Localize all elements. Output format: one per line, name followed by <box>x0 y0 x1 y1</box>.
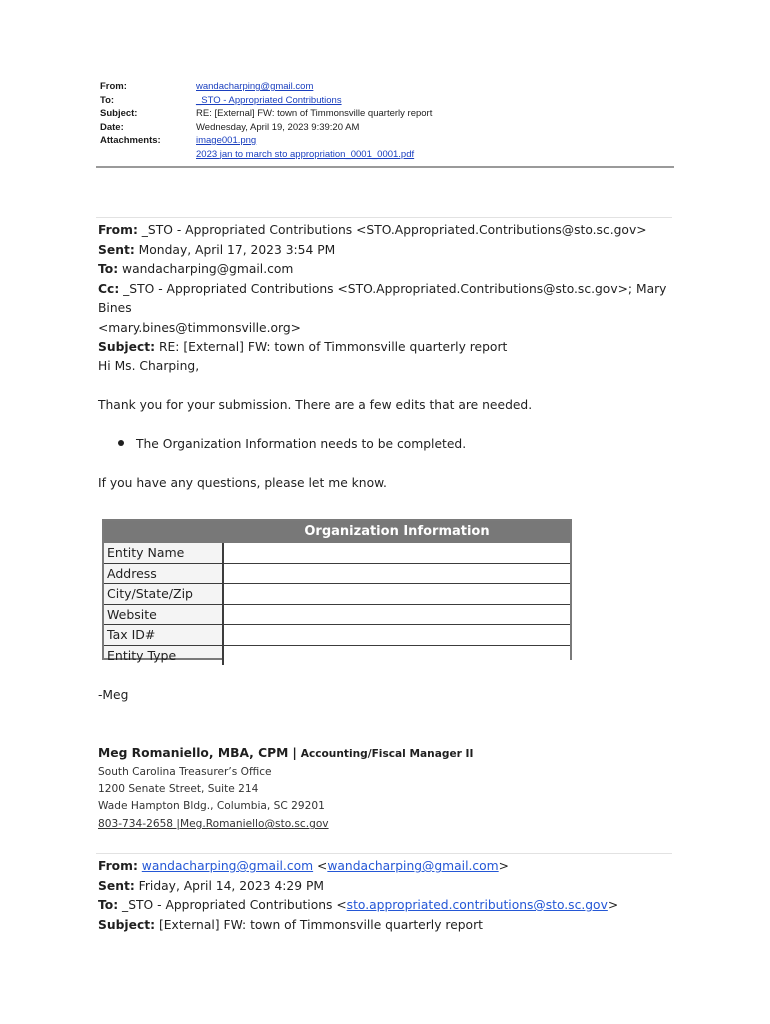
signature-name-line <box>98 744 678 765</box>
header-date-label: Date: <box>100 121 124 133</box>
signature-role: Accounting/Fiscal Manager II <box>300 748 474 760</box>
header-from-link[interactable]: wandacharping@gmail.com <box>196 81 314 92</box>
attachment-image-link[interactable]: image001.png <box>196 135 257 146</box>
org-row-label: Entity Name <box>107 545 185 560</box>
reply-to-label: To: <box>98 262 119 276</box>
original-from-close: > <box>498 859 509 873</box>
body-paragraph-1: Thank you for your submission. There are a few edits that are needed. <box>98 398 533 412</box>
org-row-cell <box>222 625 570 645</box>
header-subject-row <box>100 107 432 121</box>
signature-name: Meg Romaniello, MBA, CPM <box>98 746 289 760</box>
org-row-cell <box>222 605 570 625</box>
org-row-tax-id <box>104 624 570 645</box>
original-subject-label: Subject: <box>98 917 156 932</box>
signature-contact-link[interactable]: 803-734-2658 |Meg.Romaniello@sto.sc.gov <box>98 818 329 830</box>
closing: -Meg <box>98 688 129 702</box>
org-table-title: Organization Information <box>104 521 570 543</box>
org-row-cell <box>222 564 570 584</box>
signature-address-1: 1200 Senate Street, Suite 214 <box>98 783 259 795</box>
reply-headers <box>98 221 678 358</box>
header-subject-label: Subject: <box>100 108 138 119</box>
original-from-link[interactable]: wandacharping@gmail.com <box>141 859 314 873</box>
header-date-row <box>100 121 432 135</box>
bullet-dot-icon <box>118 440 124 446</box>
header-to-link[interactable]: _STO - Appropriated Contributions <box>196 94 342 106</box>
reply-cc-line <box>98 280 678 319</box>
original-to-label: To: <box>98 898 119 912</box>
header-from-label: From: <box>100 81 127 92</box>
org-row-entity-name <box>104 543 570 563</box>
reply-subject-line <box>98 338 678 358</box>
org-row-city-state-zip <box>104 583 570 604</box>
reply-from-line <box>98 221 678 241</box>
org-row-cell <box>222 646 570 666</box>
reply-sent-label: Sent: <box>98 242 135 257</box>
original-divider <box>96 853 672 854</box>
header-date-value: Wednesday, April 19, 2023 9:39:20 AM <box>196 121 360 133</box>
signature-office: South Carolina Treasurer’s Office <box>98 766 272 778</box>
reply-subject-label: Subject: <box>98 340 156 354</box>
original-sent-value: Friday, April 14, 2023 4:29 PM <box>138 878 324 893</box>
original-subject-value: [External] FW: town of Timmonsville quarterly report <box>158 917 483 932</box>
original-from-line <box>98 857 678 877</box>
original-sent-label: Sent: <box>98 878 135 893</box>
original-to-close: > <box>607 898 619 912</box>
reply-to-line <box>98 260 678 280</box>
reply-cc-label: Cc: <box>98 281 120 296</box>
original-headers <box>98 857 678 935</box>
reply-from-value: _STO - Appropriated Contributions <STO.Appropriated.Contributions@sto.sc.gov> <box>141 223 647 237</box>
attachments-list <box>196 134 414 161</box>
org-row-cell <box>222 584 570 604</box>
reply-sent-line <box>98 241 678 261</box>
header-subject-value: RE: [External] FW: town of Timmonsville quarterly report <box>196 108 433 119</box>
reply-cc-line-2: <mary.bines@timmonsville.org> <box>98 320 301 335</box>
signature-address-2: Wade Hampton Bldg., Columbia, SC 29201 <box>98 800 325 812</box>
org-row-label: Website <box>107 606 157 622</box>
body-paragraph-2: If you have any questions, please let me know. <box>98 476 387 490</box>
org-row-label: Address <box>107 565 157 581</box>
signature-separator: | <box>292 746 297 760</box>
org-row-website <box>104 604 570 625</box>
original-to-value: _STO - Appropriated Contributions < <box>122 898 347 912</box>
original-to-link[interactable]: sto.appropriated.contributions@sto.sc.gov <box>346 898 608 912</box>
bullet-item: The Organization Information needs to be completed. <box>136 437 467 451</box>
original-to-line <box>98 896 678 916</box>
reply-cc-value: _STO - Appropriated Contributions <STO.Appropriated.Contributions@sto.sc.gov>; Mary Bines <box>98 281 667 315</box>
org-row-label: Tax ID# <box>107 627 156 642</box>
org-row-entity-type <box>104 645 570 666</box>
header-from-row <box>100 80 432 94</box>
org-row-cell <box>222 543 570 563</box>
reply-divider <box>96 217 672 218</box>
original-from-label: From: <box>98 859 138 873</box>
attachment-pdf-link[interactable]: 2023 jan to march sto appropriation_0001_0001.pdf <box>196 148 415 160</box>
original-sent-line <box>98 877 678 897</box>
header-to-row <box>100 94 432 108</box>
header-to-label: To: <box>100 94 115 106</box>
header-divider <box>96 166 674 168</box>
reply-from-label: From: <box>98 223 138 237</box>
org-row-address <box>104 563 570 584</box>
reply-subject-value: RE: [External] FW: town of Timmonsville quarterly report <box>158 340 508 354</box>
original-from-open: < <box>317 859 328 873</box>
original-subject-line <box>98 916 678 936</box>
org-row-label: City/State/Zip <box>107 586 193 601</box>
email-header <box>100 80 432 161</box>
organization-info-table <box>102 519 572 663</box>
reply-to-value: wandacharping@gmail.com <box>122 262 294 276</box>
greeting: Hi Ms. Charping, <box>98 359 200 373</box>
header-attachments-label: Attachments: <box>100 135 161 146</box>
original-from-link-2[interactable]: wandacharping@gmail.com <box>327 859 499 873</box>
reply-sent-value: Monday, April 17, 2023 3:54 PM <box>138 242 336 257</box>
org-row-label: Entity Type <box>107 647 177 663</box>
header-attachments-row <box>100 134 432 161</box>
org-table-body <box>104 543 570 665</box>
